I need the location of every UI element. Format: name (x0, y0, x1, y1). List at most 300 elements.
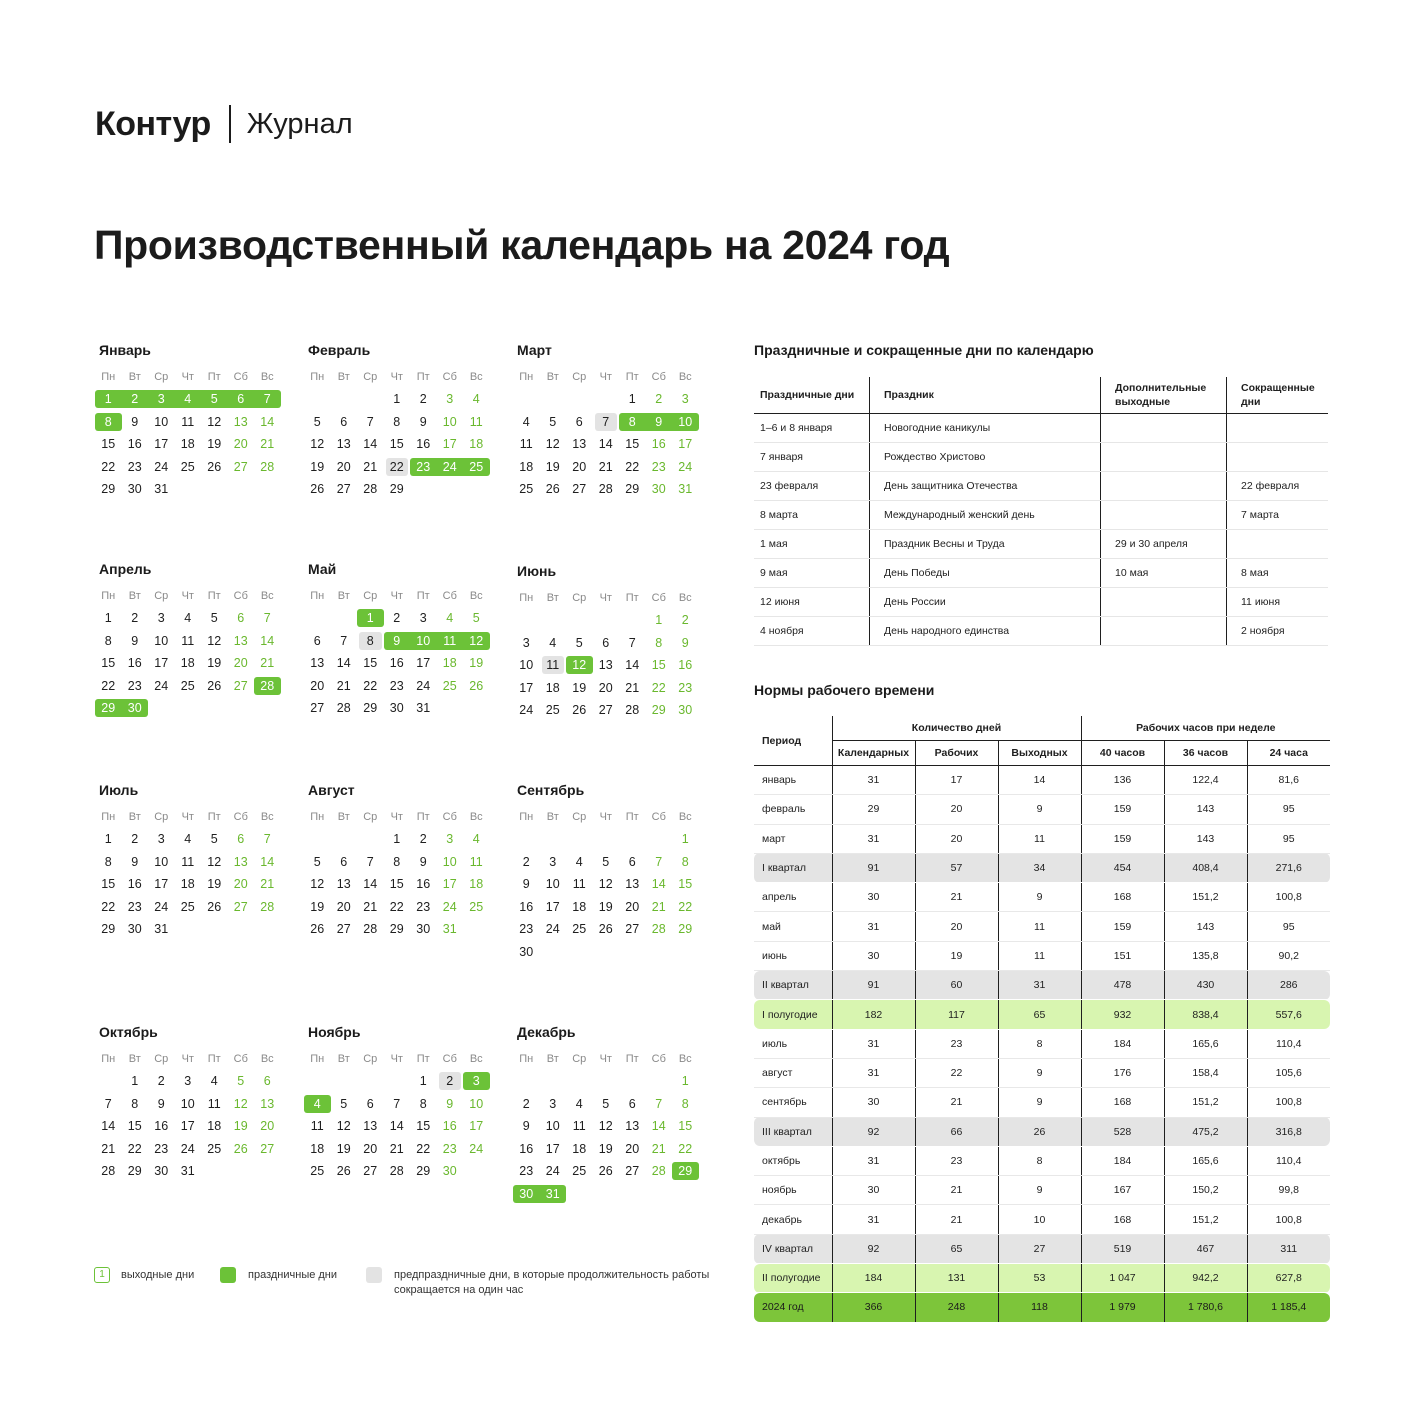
value-cell: 21 (915, 1176, 998, 1205)
period-cell: март (754, 824, 832, 853)
weekend-day: 25 (442, 678, 457, 693)
day: 11 (181, 633, 195, 648)
weekend-day: 15 (678, 877, 693, 891)
weekday-header (304, 1050, 494, 1068)
day: 5 (602, 854, 610, 869)
short-day-cell: 11 июня (1227, 588, 1329, 617)
weekend-day: 19 (233, 1119, 248, 1133)
day: 2 (157, 1074, 165, 1088)
day: 26 (310, 922, 325, 936)
value-cell: 159 (1081, 795, 1164, 824)
legend-holiday-label: праздничные дни (248, 1269, 338, 1281)
day: 15 (389, 877, 404, 891)
weekday-label: Чт (181, 811, 194, 823)
month-norm-row (754, 795, 1330, 824)
weekend-day: 17 (442, 437, 457, 451)
day: 17 (180, 1119, 195, 1133)
value-cell: 838,4 (1164, 1000, 1247, 1029)
day: 9 (131, 633, 139, 648)
weekday-label: Пт (416, 811, 430, 823)
norms-header-40h: 40 часов (1081, 741, 1164, 766)
value-cell: 184 (1081, 1146, 1164, 1175)
weekday-label: Вс (678, 371, 692, 383)
month-name: Июнь (517, 563, 557, 579)
holiday-date-cell: 12 июня (754, 588, 870, 617)
norms-header-period: Период (754, 716, 832, 766)
day: 11 (207, 1096, 221, 1111)
day: 19 (598, 1141, 613, 1156)
value-cell: 122,4 (1164, 766, 1247, 795)
day: 29 (101, 482, 116, 496)
day: 4 (210, 1074, 218, 1088)
value-cell: 143 (1164, 912, 1247, 941)
value-cell: 159 (1081, 824, 1164, 853)
weekend-day: 29 (651, 703, 666, 717)
holiday-day: 10 (410, 632, 437, 650)
empty-cell (593, 1070, 620, 1093)
empty-cell (566, 609, 593, 632)
day: 5 (313, 414, 321, 429)
weekend-day: 28 (260, 459, 275, 474)
holidays-table (754, 377, 1328, 646)
value-cell: 248 (915, 1293, 998, 1322)
weekday-header (95, 368, 285, 386)
weekend-day: 25 (469, 899, 484, 914)
short-day-cell: 22 февраля (1227, 472, 1329, 501)
month-3 (513, 340, 703, 501)
holiday-row (754, 501, 1328, 530)
day: 25 (572, 922, 587, 936)
weekday-label: Вс (678, 811, 692, 823)
period-cell: III квартал (754, 1117, 832, 1146)
weekday-header (304, 587, 494, 605)
weekend-day: 7 (263, 611, 271, 625)
holiday-name-cell: День защитника Отечества (870, 472, 1101, 501)
day: 27 (625, 922, 640, 936)
month-7 (95, 780, 285, 941)
month-4 (95, 559, 285, 720)
weekday-label: Ср (572, 592, 587, 604)
weekend-day: 23 (442, 1141, 457, 1156)
value-cell: 165,6 (1164, 1146, 1247, 1175)
value-cell: 932 (1081, 1000, 1164, 1029)
holiday-date-cell: 4 ноября (754, 617, 870, 646)
empty-cell (540, 828, 567, 851)
day: 24 (154, 899, 169, 914)
value-cell: 150,2 (1164, 1176, 1247, 1205)
day: 18 (180, 656, 195, 670)
preholiday-day: 11 (542, 656, 565, 674)
value-cell: 81,6 (1247, 766, 1330, 795)
month-days (513, 388, 703, 501)
value-cell: 21 (915, 1205, 998, 1234)
holiday-day: 3 (148, 390, 175, 408)
value-cell: 57 (915, 853, 998, 882)
weekend-day: 14 (651, 1119, 666, 1133)
weekend-day: 24 (678, 459, 693, 474)
value-cell: 20 (915, 795, 998, 824)
month-days (95, 828, 285, 941)
weekend-day: 16 (651, 437, 666, 451)
weekday-label: Сб (442, 371, 457, 383)
preholiday-day: 8 (359, 632, 382, 650)
weekday-label: Пт (207, 811, 221, 823)
legend-preholiday-swatch (366, 1267, 382, 1283)
empty-cell (331, 388, 358, 411)
month-name: Март (517, 342, 552, 358)
day: 15 (416, 1119, 431, 1133)
holidays-header-dates: Праздничные дни (754, 377, 870, 414)
month-norm-row (754, 1205, 1330, 1234)
weekday-label: Сб (651, 811, 666, 823)
day: 26 (545, 482, 560, 496)
value-cell: 430 (1164, 971, 1247, 1000)
extra-day-off-cell (1101, 414, 1227, 443)
day: 3 (549, 854, 557, 869)
weekday-label: Вс (469, 371, 483, 383)
preholiday-day: 22 (386, 458, 409, 476)
weekend-day: 7 (263, 832, 271, 846)
month-days (513, 609, 703, 722)
weekend-day: 2 (655, 392, 663, 406)
weekend-day: 8 (681, 1096, 689, 1111)
weekday-header (513, 808, 703, 826)
day: 4 (522, 414, 530, 429)
day: 9 (131, 414, 139, 429)
value-cell: 1 047 (1081, 1264, 1164, 1293)
month-12 (513, 1022, 703, 1205)
day: 13 (625, 1119, 640, 1133)
day: 16 (416, 437, 431, 451)
day: 12 (207, 414, 222, 429)
empty-cell (619, 828, 646, 851)
extra-day-off-cell (1101, 501, 1227, 530)
value-cell: 11 (998, 912, 1081, 941)
weekday-label: Ср (363, 371, 378, 383)
empty-cell (357, 828, 384, 851)
weekday-label: Ср (572, 371, 587, 383)
day: 15 (389, 437, 404, 451)
period-cell: февраль (754, 795, 832, 824)
day: 18 (519, 459, 534, 474)
month-name: Июль (99, 782, 139, 798)
value-cell: 528 (1081, 1117, 1164, 1146)
weekend-day: 13 (233, 854, 248, 869)
holiday-day: 23 (410, 458, 437, 476)
weekday-label: Чт (390, 590, 403, 602)
norms-header-weekend: Выходных (998, 741, 1081, 766)
month-name: Октябрь (99, 1024, 158, 1040)
day: 21 (389, 1141, 404, 1156)
holiday-day: 8 (619, 413, 646, 431)
weekday-label: Пн (310, 590, 325, 602)
day: 9 (157, 1096, 165, 1111)
day: 24 (180, 1141, 195, 1156)
norms-header-24h: 24 часа (1247, 741, 1330, 766)
value-cell: 151 (1081, 941, 1164, 970)
weekday-label: Чт (390, 1053, 403, 1065)
month-days (304, 388, 494, 501)
day: 8 (393, 414, 401, 429)
holiday-day: 10 (672, 413, 699, 431)
month-name: Декабрь (517, 1024, 576, 1040)
value-cell: 627,8 (1247, 1264, 1330, 1293)
day: 9 (522, 1119, 530, 1133)
day: 17 (154, 656, 169, 670)
value-cell: 105,6 (1247, 1058, 1330, 1087)
day: 19 (207, 877, 222, 891)
day: 25 (180, 459, 195, 474)
holiday-day: 7 (254, 390, 281, 408)
day: 12 (598, 877, 613, 891)
value-cell: 9 (998, 1058, 1081, 1087)
day: 13 (572, 437, 587, 451)
weekday-label: Чт (390, 811, 403, 823)
preholiday-day: 2 (439, 1072, 462, 1090)
value-cell: 131 (915, 1264, 998, 1293)
period-cell: II квартал (754, 971, 832, 1000)
weekend-day: 6 (263, 1074, 271, 1088)
value-cell: 14 (998, 766, 1081, 795)
value-cell: 90,2 (1247, 941, 1330, 970)
month-11 (304, 1022, 494, 1183)
weekday-label: Сб (651, 371, 666, 383)
weekend-day: 17 (469, 1119, 484, 1133)
weekday-label: Пт (625, 371, 639, 383)
weekday-label: Вт (337, 371, 350, 383)
day: 26 (310, 482, 325, 496)
holiday-name-cell: Рождество Христово (870, 443, 1101, 472)
day: 12 (207, 633, 222, 648)
weekend-day: 6 (237, 832, 245, 846)
day: 13 (310, 656, 325, 670)
value-cell: 31 (832, 912, 915, 941)
day: 17 (519, 680, 534, 695)
day: 23 (127, 678, 142, 693)
weekday-label: Чт (599, 811, 612, 823)
weekday-label: Вт (546, 811, 559, 823)
weekday-label: Пт (416, 590, 430, 602)
value-cell: 19 (915, 941, 998, 970)
day: 1 (104, 832, 112, 846)
day: 14 (625, 658, 640, 672)
period-cell: июнь (754, 941, 832, 970)
empty-cell (593, 609, 620, 632)
holiday-day: 4 (175, 390, 202, 408)
day: 27 (572, 482, 587, 496)
day: 13 (363, 1119, 378, 1133)
weekend-day: 22 (678, 1141, 693, 1156)
weekday-header (95, 1050, 285, 1068)
day: 11 (181, 414, 195, 429)
value-cell: 271,6 (1247, 853, 1330, 882)
holiday-day: 3 (463, 1072, 490, 1090)
value-cell: 31 (832, 766, 915, 795)
weekend-day: 23 (651, 459, 666, 474)
day: 18 (207, 1119, 222, 1133)
day: 6 (602, 635, 610, 650)
weekday-label: Чт (599, 592, 612, 604)
value-cell: 8 (998, 1029, 1081, 1058)
weekday-label: Сб (651, 1053, 666, 1065)
weekend-day: 30 (442, 1164, 457, 1178)
holidays-header-name: Праздник (870, 377, 1101, 414)
weekday-label: Вт (128, 811, 141, 823)
weekday-label: Чт (181, 371, 194, 383)
day: 16 (154, 1119, 169, 1133)
day: 23 (127, 459, 142, 474)
day: 27 (625, 1164, 640, 1178)
extra-day-off-cell (1101, 472, 1227, 501)
weekend-day: 13 (260, 1096, 275, 1111)
day: 2 (522, 1096, 530, 1111)
day: 19 (207, 437, 222, 451)
month-5 (304, 559, 494, 720)
weekday-label: Пн (310, 1053, 325, 1065)
weekend-day: 4 (472, 392, 480, 406)
month-norm-row (754, 883, 1330, 912)
logo-divider (229, 105, 231, 143)
value-cell: 65 (998, 1000, 1081, 1029)
period-cell: январь (754, 766, 832, 795)
weekend-day: 28 (651, 922, 666, 936)
month-days (513, 828, 703, 963)
weekday-header (513, 1050, 703, 1068)
year-norm-row (754, 1293, 1330, 1322)
day: 7 (366, 854, 374, 869)
month-1 (95, 340, 285, 501)
day: 8 (131, 1096, 139, 1111)
weekend-day: 20 (233, 656, 248, 670)
day: 4 (575, 854, 583, 869)
weekend-day: 21 (651, 1141, 666, 1156)
value-cell: 30 (832, 941, 915, 970)
weekday-label: Вт (337, 1053, 350, 1065)
holiday-row (754, 588, 1328, 617)
day: 12 (207, 854, 222, 869)
month-2 (304, 340, 494, 501)
day: 10 (154, 633, 169, 648)
quarter-norm-row (754, 971, 1330, 1000)
day: 13 (625, 877, 640, 891)
empty-cell (540, 609, 567, 632)
day: 23 (519, 1164, 534, 1178)
value-cell: 1 185,4 (1247, 1293, 1330, 1322)
logo-section: Журнал (246, 107, 353, 140)
day: 25 (572, 1164, 587, 1178)
weekday-label: Вт (546, 371, 559, 383)
weekday-label: Пт (207, 371, 221, 383)
day: 28 (363, 482, 378, 496)
holiday-row (754, 443, 1328, 472)
day: 28 (389, 1164, 404, 1178)
holiday-day: 1 (95, 390, 122, 408)
weekend-day: 8 (681, 854, 689, 869)
day: 8 (104, 854, 112, 869)
weekday-label: Вт (546, 592, 559, 604)
day: 2 (131, 832, 139, 846)
day: 28 (101, 1164, 116, 1178)
empty-cell (304, 1070, 331, 1093)
month-norm-row (754, 1029, 1330, 1058)
day: 25 (180, 678, 195, 693)
day: 21 (363, 459, 378, 474)
empty-cell (357, 1070, 384, 1093)
value-cell: 151,2 (1164, 1205, 1247, 1234)
day: 26 (572, 703, 587, 717)
weekday-label: Вс (678, 1053, 692, 1065)
day: 19 (572, 680, 587, 695)
holiday-day: 30 (122, 699, 149, 717)
day: 19 (598, 899, 613, 914)
day: 29 (127, 1164, 142, 1178)
value-cell: 143 (1164, 824, 1247, 853)
day: 19 (310, 899, 325, 914)
day: 25 (545, 703, 560, 717)
value-cell: 91 (832, 853, 915, 882)
weekday-label: Ср (154, 1053, 169, 1065)
day: 30 (389, 701, 404, 715)
day: 22 (101, 459, 116, 474)
value-cell: 11 (998, 824, 1081, 853)
weekend-day: 30 (678, 703, 693, 717)
value-cell: 31 (832, 1029, 915, 1058)
month-days (95, 607, 285, 720)
day: 15 (363, 656, 378, 670)
day: 17 (545, 899, 560, 914)
day: 30 (127, 922, 142, 936)
extra-day-off-cell (1101, 617, 1227, 646)
value-cell: 168 (1081, 883, 1164, 912)
empty-cell (513, 1070, 540, 1093)
day: 22 (416, 1141, 431, 1156)
empty-cell (619, 609, 646, 632)
day: 12 (310, 437, 325, 451)
day: 30 (154, 1164, 169, 1178)
weekend-day: 30 (651, 482, 666, 496)
day: 19 (207, 656, 222, 670)
value-cell: 20 (915, 824, 998, 853)
weekend-day: 14 (260, 854, 275, 869)
day: 22 (101, 678, 116, 693)
value-cell: 151,2 (1164, 1088, 1247, 1117)
weekend-day: 14 (651, 877, 666, 891)
value-cell: 31 (832, 1205, 915, 1234)
value-cell: 95 (1247, 912, 1330, 941)
weekday-label: Вс (260, 371, 274, 383)
weekend-day: 2 (681, 613, 689, 627)
day: 14 (101, 1119, 116, 1133)
month-name: Сентябрь (517, 782, 585, 798)
empty-cell (540, 1070, 567, 1093)
value-cell: 100,8 (1247, 1088, 1330, 1117)
day: 7 (366, 414, 374, 429)
value-cell: 31 (832, 824, 915, 853)
weekday-header (513, 589, 703, 607)
empty-cell (646, 828, 673, 851)
logo (95, 102, 353, 146)
day: 18 (572, 899, 587, 914)
value-cell: 100,8 (1247, 883, 1330, 912)
value-cell: 366 (832, 1293, 915, 1322)
weekday-label: Сб (233, 371, 248, 383)
day: 20 (336, 899, 351, 914)
empty-cell (540, 388, 567, 411)
value-cell: 99,8 (1247, 1176, 1330, 1205)
holiday-name-cell: Праздник Весны и Труда (870, 530, 1101, 559)
day: 1 (104, 611, 112, 625)
day: 14 (363, 877, 378, 891)
